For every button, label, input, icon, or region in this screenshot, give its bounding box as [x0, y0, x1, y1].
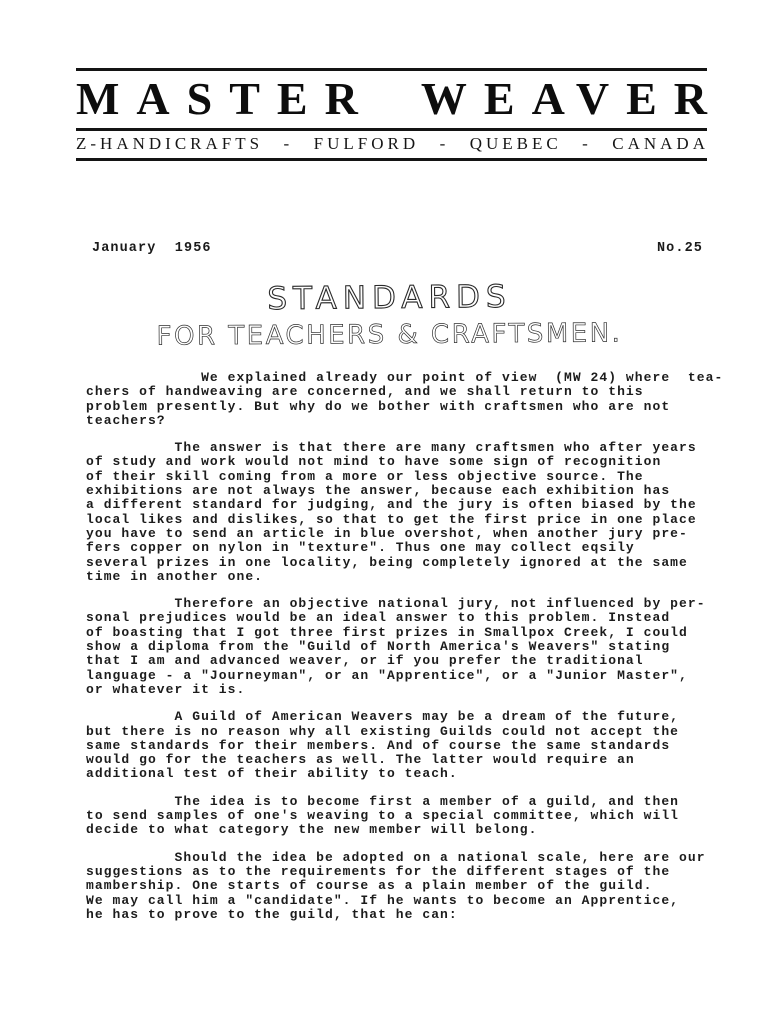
- text-line: show a diploma from the "Guild of North America's Weavers" stating: [86, 639, 671, 655]
- text-line: additional test of their ability to teach.: [86, 766, 458, 782]
- publisher-town: FULFORD: [313, 134, 420, 153]
- text-line: We may call him a "candidate". If he wants to become an Apprentice,: [86, 892, 680, 908]
- masthead-subtitle: [76, 131, 707, 158]
- text-line: teachers?: [86, 412, 166, 428]
- text-line: would go for the teachers as well. The latter would require an: [86, 752, 635, 768]
- text-line: Therefore an objective national jury, not influenced by per-: [86, 596, 706, 612]
- publisher-name: Z-HANDICRAFTS: [76, 134, 264, 153]
- paragraph-4: [86, 710, 739, 781]
- text-line: of boasting that I got three first prizes in Smallpox Creek, I could: [86, 624, 688, 640]
- masthead-title-word-2: WEAVER: [420, 73, 724, 124]
- text-line: or whatever it is.: [86, 681, 246, 697]
- text-line: but there is no reason why all existing Guilds could not accept the: [86, 723, 680, 739]
- text-line: he has to prove to the guild, that he can:: [86, 906, 458, 922]
- text-line: of their skill coming from a more or less objective source. The: [86, 468, 644, 484]
- subtitle-separator: -: [582, 134, 592, 153]
- text-line: We explained already our point of view (MW 24) where tea-: [86, 370, 724, 385]
- page-subtitle: FOR TEACHERS & CRAFTSMEN.: [156, 318, 623, 352]
- masthead-bottom-rule: [76, 158, 707, 161]
- article-body: [86, 371, 739, 922]
- text-line: you have to send an article in blue overshot, when another jury pre-: [86, 525, 688, 541]
- masthead-title-word-1: MASTER: [76, 73, 375, 124]
- subtitle-separator: -: [283, 134, 294, 153]
- text-line: The idea is to become first a member of a guild, and then: [86, 793, 680, 809]
- text-line: sonal prejudices would be an ideal answer to this problem. Instead: [86, 610, 671, 626]
- text-line: time in another one.: [86, 568, 264, 584]
- paragraph-1: [86, 371, 739, 428]
- text-line: language - a "Journeyman", or an "Apprentice", or a "Junior Master",: [86, 667, 688, 683]
- text-line: local likes and dislikes, so that to get the first price in one place: [86, 511, 697, 527]
- article-headline: [0, 280, 779, 351]
- page-title: STANDARDS: [267, 278, 512, 318]
- subtitle-separator: -: [439, 134, 450, 153]
- publisher-province: QUEBEC: [469, 134, 562, 153]
- text-line: same standards for their members. And of course the same standards: [86, 737, 671, 753]
- text-line: that I am and advanced weaver, or if you prefer the traditional: [86, 653, 644, 669]
- text-line: The answer is that there are many craftsmen who after years: [86, 440, 697, 456]
- text-line: exhibitions are not always the answer, because each exhibition has: [86, 483, 671, 499]
- text-line: Should the idea be adopted on a national scale, here are our: [86, 849, 706, 865]
- text-line: suggestions as to the requirements for the different stages of the: [86, 863, 671, 879]
- text-line: mambership. One starts of course as a plain member of the guild.: [86, 878, 653, 894]
- text-line: a different standard for judging, and the jury is often biased by the: [86, 497, 697, 513]
- masthead: [76, 68, 724, 161]
- text-line: fers copper on nylon in "texture". Thus one may collect eqsily: [86, 540, 635, 556]
- paragraph-3: [86, 597, 739, 697]
- text-line: chers of handweaving are concerned, and we shall return to this: [86, 384, 644, 400]
- issue-date: January 1956: [92, 241, 212, 256]
- paragraph-2: [86, 441, 739, 584]
- text-line: decide to what category the new member will belong.: [86, 822, 538, 838]
- issue-row: [92, 241, 703, 256]
- paragraph-5: [86, 795, 739, 838]
- masthead-title: [76, 71, 724, 128]
- text-line: A Guild of American Weavers may be a dream of the future,: [86, 709, 680, 725]
- text-line: of study and work would not mind to have some sign of recognition: [86, 454, 662, 470]
- text-line: to send samples of one's weaving to a special committee, which will: [86, 808, 680, 824]
- publisher-country: CANADA: [612, 134, 709, 153]
- issue-number: No.25: [656, 241, 703, 256]
- paragraph-6: [86, 851, 739, 922]
- text-line: several prizes in one locality, being completely ignored at the same: [86, 554, 688, 570]
- text-line: problem presently. But why do we bother with craftsmen who are not: [86, 398, 671, 414]
